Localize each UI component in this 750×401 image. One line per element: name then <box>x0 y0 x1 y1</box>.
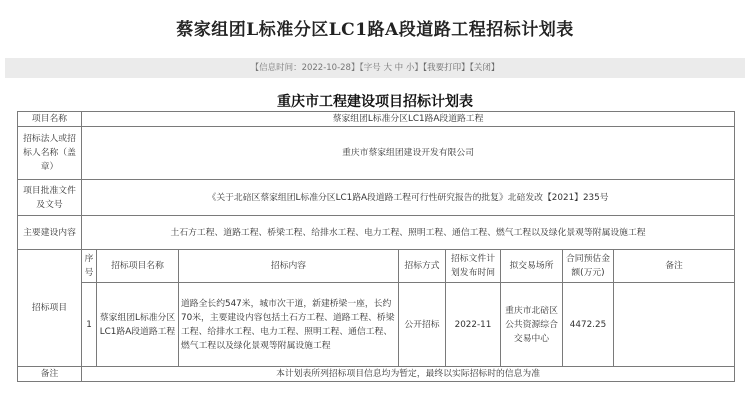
approval-value: 《关于北碚区蔡家组团L标准分区LC1路A段道路工程可行性研究报告的批复》北碚发改【2021】235号 <box>82 180 735 216</box>
font-small-link[interactable]: 小 <box>405 63 415 73</box>
header-note: 备注 <box>614 250 735 283</box>
font-size-label: 【字号 <box>359 63 381 73</box>
item-name: 蔡家组团L标准分区LC1路A段道路工程 <box>97 283 179 367</box>
header-venue: 拟交易场所 <box>501 250 563 283</box>
item-content: 道路全长约547米，城市次干道，新建桥梁一座，长约70米，主要建设内容包括土石方工程、道路工程、桥梁工程、给排水工程、电力工程、照明工程、通信工程、燃气工程以及绿化景观等附属设施工程 <box>179 283 399 367</box>
item-venue: 重庆市北碚区公共资源综合交易中心 <box>501 283 563 367</box>
content-value: 土石方工程、道路工程、桥梁工程、给排水工程、电力工程、照明工程、通信工程、燃气工程以及绿化景观等附属设施工程 <box>82 216 735 250</box>
item-method: 公开招标 <box>399 283 446 367</box>
item-amount: 4472.25 <box>563 283 614 367</box>
font-large-link[interactable]: 大 <box>383 63 392 73</box>
header-content: 招标内容 <box>179 250 399 283</box>
remark-value: 本计划表所列招标项目信息均为暂定，最终以实际招标时的信息为准 <box>82 367 735 382</box>
header-name: 招标项目名称 <box>97 250 179 283</box>
info-bar <box>5 58 745 78</box>
project-name-label: 项目名称 <box>18 112 82 127</box>
font-medium-link[interactable]: 中 <box>394 63 404 73</box>
tenderer-value: 重庆市蔡家组团建设开发有限公司 <box>82 127 735 180</box>
info-date: 【信息时间：2022-10-28】 <box>250 63 360 73</box>
font-size-close-bracket: 】 <box>414 63 423 73</box>
remark-label: 备注 <box>18 367 82 382</box>
header-seq: 序号 <box>82 250 97 283</box>
table-row-item <box>18 283 735 367</box>
page-title: 蔡家组团L标准分区LC1路A段道路工程招标计划表 <box>176 20 574 40</box>
project-name-value: 蔡家组团L标准分区LC1路A段道路工程 <box>82 112 735 127</box>
table-row-project-name <box>18 112 735 127</box>
content-label: 主要建设内容 <box>18 216 82 250</box>
close-link[interactable]: 【关闭】 <box>469 63 500 73</box>
header-publish-time: 招标文件计划发布时间 <box>446 250 501 283</box>
header-amount: 合同预估金额(万元) <box>563 250 614 283</box>
tender-plan-table <box>17 111 735 382</box>
item-seq: 1 <box>82 283 97 367</box>
item-note <box>614 283 735 367</box>
approval-label: 项目批准文件及文号 <box>18 180 82 216</box>
table-row-sub-headers <box>18 250 735 283</box>
tender-item-label: 招标项目 <box>18 250 82 367</box>
item-publish-time: 2022-11 <box>446 283 501 367</box>
print-link[interactable]: 【我要打印】 <box>422 63 470 73</box>
table-row-tenderer <box>18 127 735 180</box>
table-heading: 重庆市工程建设项目招标计划表 <box>277 94 473 110</box>
header-method: 招标方式 <box>399 250 446 283</box>
table-row-content <box>18 216 735 250</box>
table-row-remark <box>18 367 735 382</box>
table-row-approval <box>18 180 735 216</box>
tenderer-label: 招标法人或招标人名称（盖章） <box>18 127 82 180</box>
